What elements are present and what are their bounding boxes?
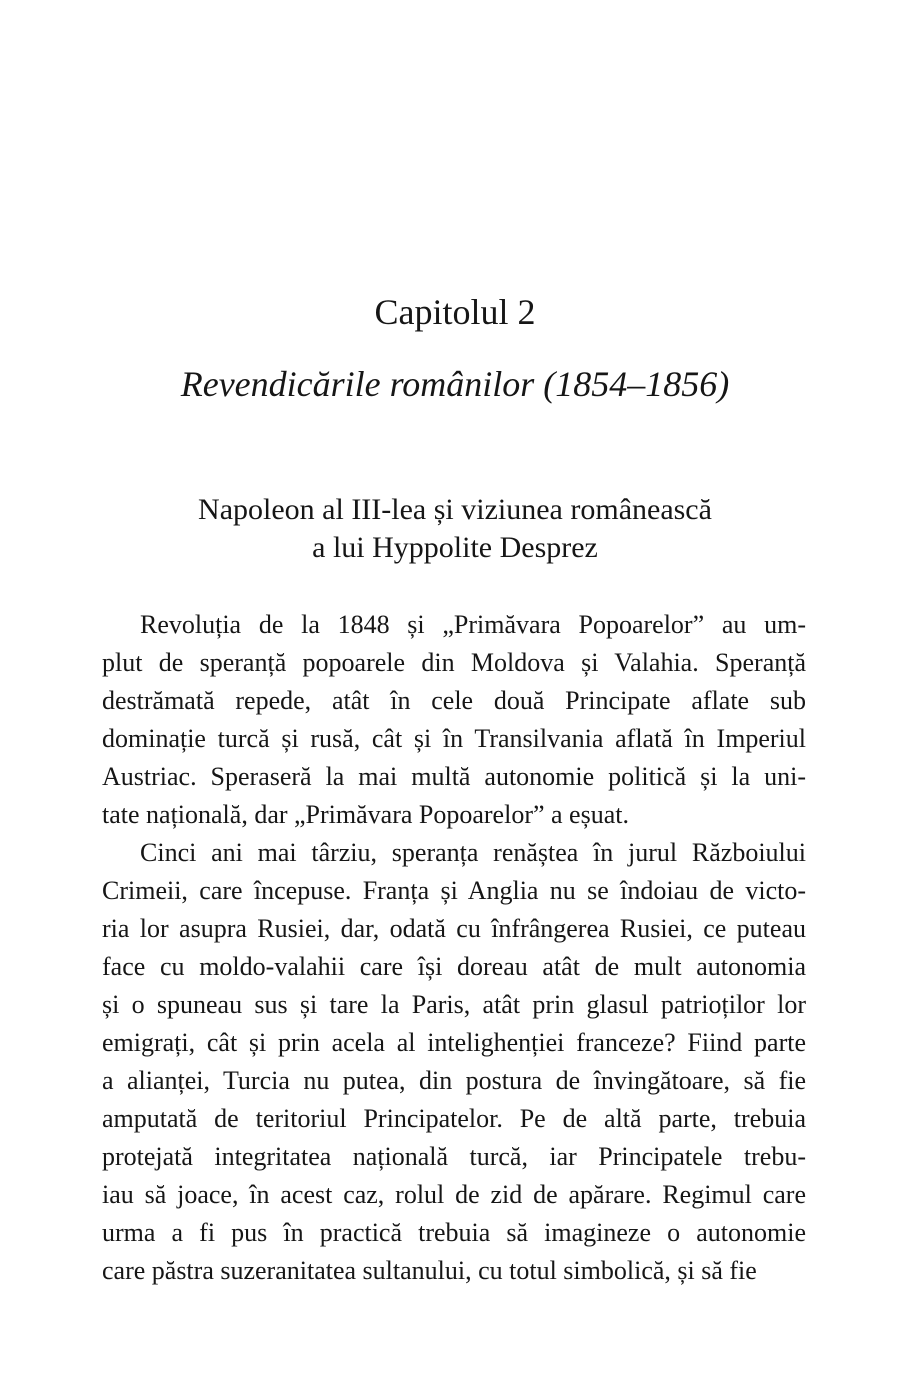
body-line: plut de speranță popoarele din Moldova și Valahia. Speranță (102, 648, 806, 677)
body-line: care păstra suzeranitatea sultanului, cu totul simbolică, și să fie (102, 1256, 757, 1285)
section-heading-line-1: Napoleon al III-lea și viziunea românească (198, 493, 712, 526)
body-line: a alianței, Turcia nu putea, din postura de învingătoare, să fie (102, 1066, 806, 1095)
body-line: Austriac. Speraseră la mai multă autonomie politică și la uni- (102, 762, 806, 791)
body-line: Revoluția de la 1848 și „Primăvara Popoarelor” au um- (140, 610, 806, 639)
body-line: emigrați, cât și prin acela al intelighenției franceze? Fiind parte (102, 1028, 806, 1057)
chapter-title: Capitolul 2 (374, 292, 536, 332)
body-line: și o spuneau sus și tare la Paris, atât prin glasul patrioților lor (102, 990, 806, 1019)
chapter-subtitle: Revendicările românilor (1854–1856) (180, 364, 730, 404)
body-line: Cinci ani mai târziu, speranța renăștea în jurul Războiului (140, 838, 806, 867)
section-heading (0, 491, 910, 567)
body-line: ria lor asupra Rusiei, dar, odată cu înfrângerea Rusiei, ce puteau (102, 914, 806, 943)
body-line: destrămată repede, atât în cele două Principate aflate sub (102, 686, 806, 715)
body-line: protejată integritatea națională turcă, iar Principatele trebu- (102, 1142, 806, 1171)
body-text (102, 606, 806, 1290)
body-line: amputată de teritoriul Principatelor. Pe de altă parte, trebuia (102, 1104, 806, 1133)
body-line: face cu moldo-valahii care își doreau atât de mult autonomia (102, 952, 806, 981)
section-heading-line-2: a lui Hyppolite Desprez (312, 531, 598, 564)
body-line: dominație turcă și rusă, cât și în Transilvania aflată în Imperiul (102, 724, 806, 753)
body-line: tate națională, dar „Primăvara Popoarelor” a eșuat. (102, 800, 629, 829)
body-line: urma a fi pus în practică trebuia să imagineze o autonomie (102, 1218, 806, 1247)
body-line: iau să joace, în acest caz, rolul de zid de apărare. Regimul care (102, 1180, 806, 1209)
body-line: Crimeii, care începuse. Franța și Anglia nu se îndoiau de victo- (102, 876, 806, 905)
